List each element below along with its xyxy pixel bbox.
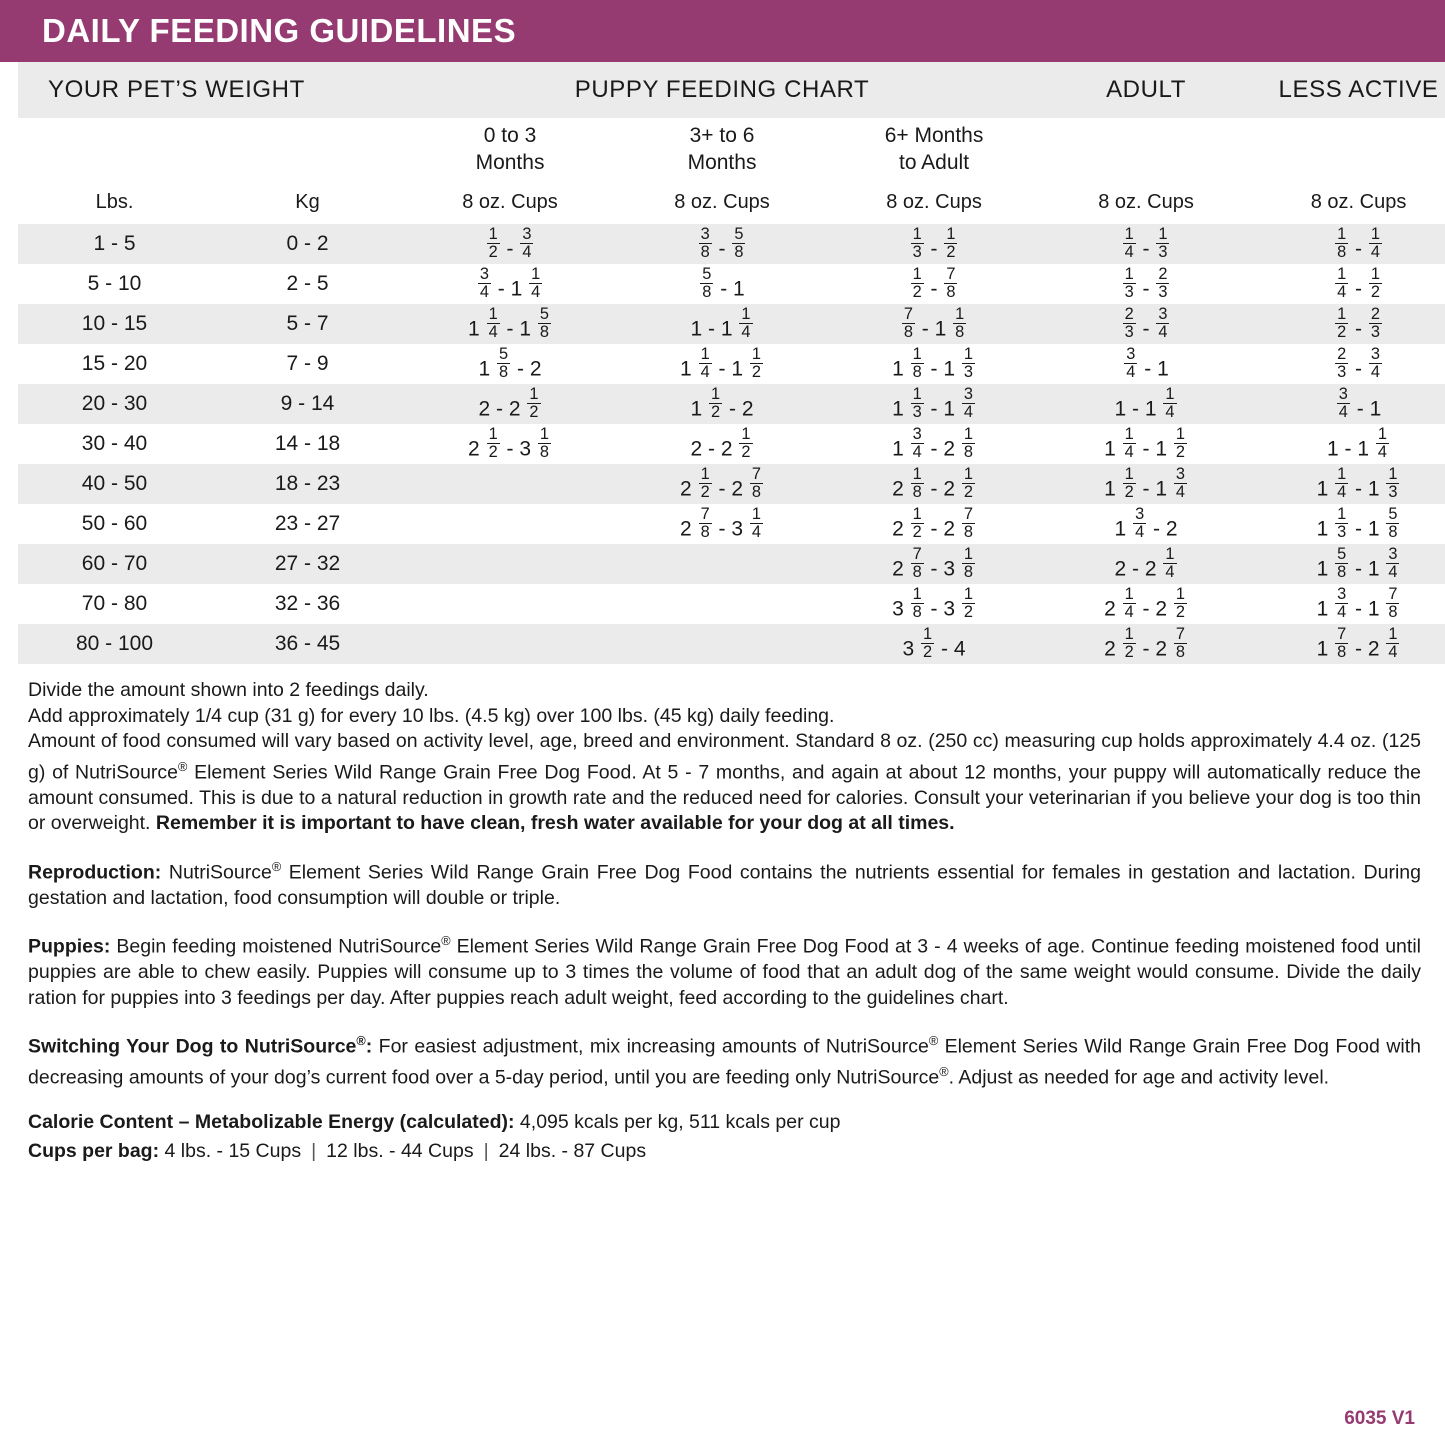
cell-puppy-6-adult: $\frac{7}{8}$ - 1 $\frac{1}{8}$ — [903, 305, 965, 342]
cell-lbs: 40 - 50 — [81, 472, 148, 495]
cell-puppy-3-6 — [616, 584, 828, 624]
cell-puppy-0-3: 1 $\frac{1}{4}$ - 1 $\frac{5}{8}$ — [468, 305, 549, 342]
note-water-bold: Remember it is important to have clean, fresh water available for your dog at all times. — [155, 812, 955, 834]
table-row — [18, 544, 1445, 584]
note-reproduction-label: Reproduction: — [28, 861, 162, 883]
cell-adult: 1 $\frac{3}{4}$ - 2 — [1114, 505, 1178, 542]
table-row — [18, 584, 1445, 624]
cell-puppy-0-3 — [404, 544, 616, 584]
cell-lbs: 50 - 60 — [81, 512, 148, 535]
table-row — [18, 224, 1445, 264]
cell-lbs: 70 - 80 — [81, 592, 148, 615]
cell-puppy-0-3: 1 $\frac{5}{8}$ - 2 — [478, 345, 542, 382]
cups-separator: | — [311, 1140, 317, 1162]
cell-puppy-3-6: $\frac{3}{8}$ - $\frac{5}{8}$ — [700, 225, 744, 262]
cell-puppy-6-adult: 3 $\frac{1}{2}$ - 4 — [902, 625, 966, 662]
table-row — [18, 464, 1445, 504]
calorie-content-label: Calorie Content – Metabolizable Energy (calculated): — [28, 1111, 515, 1133]
registered-mark-icon: ® — [928, 1034, 939, 1048]
calorie-content-line — [28, 1109, 1421, 1136]
note-reproduction — [28, 855, 1421, 912]
table-row — [18, 624, 1445, 664]
cell-adult: 2 $\frac{1}{2}$ - 2 $\frac{7}{8}$ — [1104, 625, 1185, 662]
note-reproduction-b: Element Series Wild Range Grain Free Dog Food contains the nutrients essential for females in gestation and lactation. During gestation and lactation, food consumption will double or triple. — [28, 861, 1421, 909]
cups-separator: | — [483, 1140, 489, 1162]
header-age-6-adult-line2: to Adult — [898, 151, 970, 174]
cell-puppy-3-6: 1 $\frac{1}{4}$ - 1 $\frac{1}{2}$ — [680, 345, 761, 382]
cell-puppy-0-3 — [404, 504, 616, 544]
registered-mark-icon: ® — [441, 934, 451, 948]
table-body — [18, 224, 1445, 664]
note-switching-label-b: : — [365, 1035, 373, 1058]
cell-lbs: 20 - 30 — [81, 392, 148, 415]
header-unit-cups-3: 8 oz. Cups — [886, 190, 982, 213]
cell-lbs: 15 - 20 — [81, 352, 148, 375]
cell-kg: 27 - 32 — [274, 552, 341, 575]
cell-puppy-6-adult: 1 $\frac{3}{4}$ - 2 $\frac{1}{8}$ — [892, 425, 973, 462]
header-unit-cups-4: 8 oz. Cups — [1098, 190, 1194, 213]
cell-puppy-6-adult: 2 $\frac{1}{2}$ - 2 $\frac{7}{8}$ — [892, 505, 973, 542]
note-switching-a: For easiest adjustment, mix increasing amounts of NutriSource — [372, 1035, 929, 1058]
cell-puppy-3-6: $\frac{5}{8}$ - 1 — [702, 265, 745, 302]
header-adult-spacer — [1040, 118, 1252, 180]
cell-adult: 2 $\frac{1}{4}$ - 2 $\frac{1}{2}$ — [1104, 585, 1185, 622]
cell-adult: $\frac{1}{3}$ - $\frac{2}{3}$ — [1124, 265, 1168, 302]
header-unit-cups-5: 8 oz. Cups — [1310, 190, 1407, 213]
page-title-bar — [0, 0, 1445, 62]
table-row — [18, 424, 1445, 464]
cell-lbs: 80 - 100 — [75, 632, 154, 655]
cell-puppy-3-6 — [616, 544, 828, 584]
header-pet-weight: YOUR PET’S WEIGHT — [48, 76, 305, 103]
header-age-0-3-line1: 0 to 3 — [483, 124, 537, 147]
cell-puppy-0-3 — [404, 624, 616, 664]
cell-puppy-0-3: $\frac{3}{4}$ - 1 $\frac{1}{4}$ — [479, 265, 541, 302]
table-row — [18, 384, 1445, 424]
cell-kg: 9 - 14 — [280, 392, 335, 415]
note-puppies-a: Begin feeding moistened NutriSource — [110, 935, 442, 958]
table-row — [18, 304, 1445, 344]
table-header-main — [18, 62, 1445, 118]
cell-puppy-6-adult: 1 $\frac{1}{3}$ - 1 $\frac{3}{4}$ — [892, 385, 973, 422]
table-row — [18, 504, 1445, 544]
note-switching-b: Element Series Wild Range Grain Free Dog Food with decreasing amounts of your dog’s current food over a 5-day period, until you are feeding only NutriSource — [28, 1035, 1421, 1089]
registered-mark-icon: ® — [271, 859, 282, 874]
cell-lbs: 60 - 70 — [81, 552, 148, 575]
document-code: 6035 V1 — [1344, 1408, 1415, 1429]
cell-kg: 7 - 9 — [286, 352, 329, 375]
cell-kg: 36 - 45 — [274, 632, 341, 655]
cups-per-bag-2: 12 lbs. - 44 Cups — [326, 1140, 474, 1162]
cell-kg: 18 - 23 — [274, 472, 341, 495]
table-row — [18, 344, 1445, 384]
note-puppies — [28, 929, 1421, 1011]
cell-lbs: 1 - 5 — [93, 232, 136, 255]
cell-less-active: 1 $\frac{5}{8}$ - 1 $\frac{3}{4}$ — [1316, 545, 1398, 582]
cell-puppy-3-6: 2 $\frac{1}{2}$ - 2 $\frac{7}{8}$ — [680, 465, 761, 502]
header-unit-cups-2: 8 oz. Cups — [674, 190, 770, 213]
cups-per-bag-line — [28, 1138, 1421, 1165]
cups-per-bag-3: 24 lbs. - 87 Cups — [498, 1140, 647, 1162]
cell-less-active: 1 $\frac{3}{4}$ - 1 $\frac{7}{8}$ — [1316, 585, 1398, 622]
cell-puppy-0-3 — [404, 584, 616, 624]
header-age-6-adult — [828, 118, 1040, 180]
cups-per-bag-1: 4 lbs. - 15 Cups — [164, 1140, 302, 1162]
header-age-6-adult-line1: 6+ Months — [884, 124, 984, 147]
header-age-3-6-line1: 3+ to 6 — [689, 124, 755, 147]
cell-kg: 14 - 18 — [274, 432, 341, 455]
note-amount-varies-b: Element Series Wild Range Grain Free Dog Food. At 5 - 7 months, and again at about 12 months, your puppy will automatically reduce the amount consumed. This is due to a natural reduction in growth rate and the reduced need for calories. Consult your veterinarian if you believe your dog is too thin or overweight. — [28, 761, 1421, 834]
cell-puppy-6-adult: 2 $\frac{7}{8}$ - 3 $\frac{1}{8}$ — [892, 545, 973, 582]
cell-kg: 23 - 27 — [274, 512, 341, 535]
cell-kg: 0 - 2 — [286, 232, 329, 255]
cell-kg: 32 - 36 — [274, 592, 341, 615]
cell-puppy-3-6: 1 $\frac{1}{2}$ - 2 — [690, 385, 754, 422]
cell-puppy-3-6: 2 $\frac{7}{8}$ - 3 $\frac{1}{4}$ — [680, 505, 761, 542]
note-amount-varies — [28, 729, 1421, 837]
calorie-content-value: 4,095 kcals per kg, 511 kcals per cup — [514, 1111, 841, 1133]
header-age-3-6 — [616, 118, 828, 180]
cell-puppy-6-adult: $\frac{1}{3}$ - $\frac{1}{2}$ — [912, 225, 956, 262]
note-switching-label-a: Switching Your Dog to NutriSource — [28, 1035, 357, 1058]
note-switching — [28, 1029, 1421, 1091]
header-age-spacer — [18, 118, 404, 180]
cell-puppy-6-adult: 3 $\frac{1}{8}$ - 3 $\frac{1}{2}$ — [892, 585, 973, 622]
header-unit-cups-1: 8 oz. Cups — [462, 190, 558, 213]
page-title: DAILY FEEDING GUIDELINES — [42, 12, 517, 49]
note-puppies-b: Element Series Wild Range Grain Free Dog Food at 3 - 4 weeks of age. Continue feeding moistened food until puppies are able to chew easily. Puppies will consume up to 3 times the volume of food that an adult dog of the same weight would consume. Divide the daily ration for puppies into 3 feedings per day. After puppies reach adult weight, feed according to the guidelines chart. — [28, 935, 1421, 1009]
header-unit-lbs: Lbs. — [95, 190, 134, 213]
cell-puppy-0-3: 2 $\frac{1}{2}$ - 3 $\frac{1}{8}$ — [468, 425, 549, 462]
cell-puppy-3-6 — [616, 624, 828, 664]
cell-kg: 2 - 5 — [286, 272, 329, 295]
cell-puppy-6-adult: $\frac{1}{2}$ - $\frac{7}{8}$ — [912, 265, 956, 302]
table-header-units — [18, 180, 1445, 224]
registered-mark-icon: ® — [939, 1065, 949, 1079]
table-row — [18, 264, 1445, 304]
header-puppy-chart: PUPPY FEEDING CHART — [574, 76, 870, 103]
cell-less-active: $\frac{1}{8}$ - $\frac{1}{4}$ — [1337, 225, 1380, 262]
note-amount-varies-a: Amount of food consumed will vary based on activity level, age, breed and environment. Standard 8 oz. (250 cc) measuring cup holds approximately 4.4 oz. (125 g) of NutriSource — [28, 730, 1421, 783]
note-puppies-label: Puppies: — [28, 935, 111, 958]
cell-adult: $\frac{3}{4}$ - 1 — [1126, 345, 1169, 382]
cell-less-active: 1 $\frac{1}{3}$ - 1 $\frac{5}{8}$ — [1316, 505, 1398, 542]
cell-less-active: $\frac{3}{4}$ - 1 — [1338, 385, 1382, 422]
cell-puppy-0-3: 2 - 2 $\frac{1}{2}$ — [478, 385, 539, 422]
cell-less-active: $\frac{1}{2}$ - $\frac{2}{3}$ — [1337, 305, 1380, 342]
cell-less-active: $\frac{2}{3}$ - $\frac{3}{4}$ — [1337, 345, 1380, 382]
cell-adult: 1 $\frac{1}{2}$ - 1 $\frac{3}{4}$ — [1104, 465, 1185, 502]
registered-mark-icon: ® — [356, 1034, 366, 1048]
feeding-notes — [0, 664, 1445, 1165]
cell-adult: $\frac{2}{3}$ - $\frac{3}{4}$ — [1124, 305, 1168, 342]
note-divide: Divide the amount shown into 2 feedings daily. — [28, 679, 429, 701]
cell-puppy-0-3 — [404, 464, 616, 504]
feeding-chart-table — [18, 62, 1445, 664]
header-adult: ADULT — [1106, 76, 1186, 103]
cell-lbs: 30 - 40 — [81, 432, 148, 455]
header-unit-kg: Kg — [295, 190, 320, 213]
cell-puppy-6-adult: 2 $\frac{1}{8}$ - 2 $\frac{1}{2}$ — [892, 465, 973, 502]
cell-puppy-3-6: 1 - 1 $\frac{1}{4}$ — [690, 305, 751, 342]
note-add-cup: Add approximately 1/4 cup (31 g) for every 10 lbs. (4.5 kg) over 100 lbs. (45 kg) daily feeding. — [28, 704, 835, 727]
registered-mark-icon: ® — [178, 759, 188, 774]
cell-adult: 2 - 2 $\frac{1}{4}$ — [1114, 545, 1175, 582]
cell-less-active: 1 $\frac{1}{4}$ - 1 $\frac{1}{3}$ — [1316, 465, 1398, 502]
cell-adult: $\frac{1}{4}$ - $\frac{1}{3}$ — [1124, 225, 1168, 262]
cell-lbs: 10 - 15 — [81, 312, 148, 335]
header-age-0-3-line2: Months — [475, 151, 545, 174]
note-switching-c: . Adjust as needed for age and activity level. — [948, 1066, 1330, 1089]
cell-puppy-3-6: 2 - 2 $\frac{1}{2}$ — [690, 425, 751, 462]
cell-less-active: $\frac{1}{4}$ - $\frac{1}{2}$ — [1337, 265, 1380, 302]
cell-less-active: 1 $\frac{7}{8}$ - 2 $\frac{1}{4}$ — [1316, 625, 1398, 662]
header-less-active-spacer — [1252, 118, 1445, 180]
cell-kg: 5 - 7 — [286, 312, 329, 335]
table-header-ages — [18, 118, 1445, 180]
cell-less-active: 1 - 1 $\frac{1}{4}$ — [1327, 425, 1388, 462]
header-less-active: LESS ACTIVE — [1278, 76, 1439, 103]
cell-adult: 1 - 1 $\frac{1}{4}$ — [1114, 385, 1175, 422]
calorie-content-block — [28, 1109, 1421, 1165]
cell-lbs: 5 - 10 — [87, 272, 142, 295]
note-reproduction-a: NutriSource — [161, 861, 272, 883]
header-age-3-6-line2: Months — [687, 151, 757, 174]
header-age-0-3 — [404, 118, 616, 180]
cell-adult: 1 $\frac{1}{4}$ - 1 $\frac{1}{2}$ — [1104, 425, 1185, 462]
cell-puppy-6-adult: 1 $\frac{1}{8}$ - 1 $\frac{1}{3}$ — [892, 345, 973, 382]
cups-per-bag-label: Cups per bag: — [28, 1140, 160, 1162]
cell-puppy-0-3: $\frac{1}{2}$ - $\frac{3}{4}$ — [488, 225, 532, 262]
